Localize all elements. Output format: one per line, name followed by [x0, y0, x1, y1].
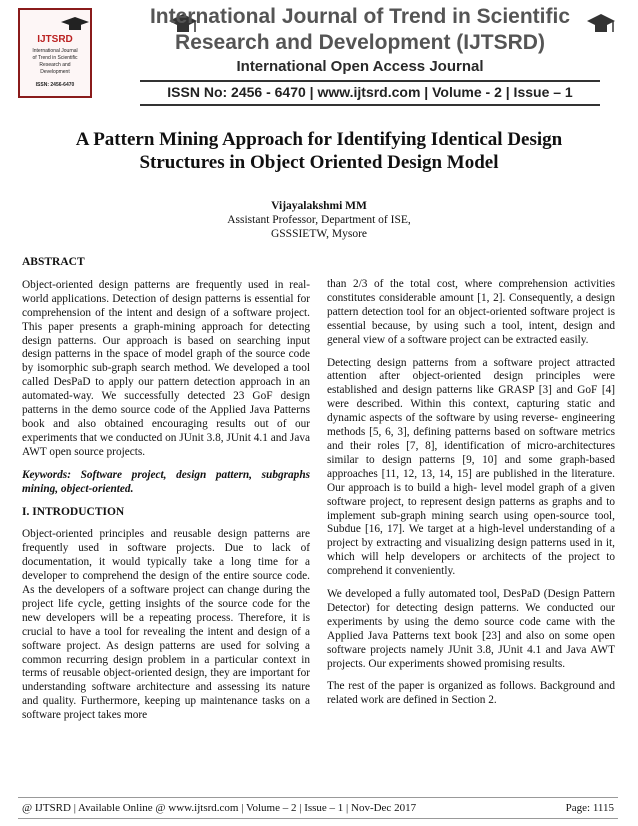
logo-line: International Journal	[32, 48, 78, 54]
issn-bar: ISSN No: 2456 - 6470 | www.ijtsrd.com | Volume - 2 | Issue – 1	[167, 84, 573, 100]
journal-header	[0, 0, 638, 110]
divider	[140, 80, 600, 82]
divider	[140, 104, 600, 106]
abstract-text: Object-oriented design patterns are frequently used in real-world applications. Detection of design patterns is essential for comprehension of the intent and design of a software project. This paper presents a graph-mining approach for detecting design patterns. Our approach is based on searching input design patterns in the space of model graph of the source code by isomorphic sub-graph search method. We developed a tool called DesPaD to apply our pattern detection approach in an automated-way. We successfully detected 23 GoF design patterns in the demo source code of the Applied Java Patterns book and also obtained encouraging results out of our experiments that we conducted on JUnit 3.8, JUnit 4.1 and Java AWT open source projects.	[22, 278, 310, 458]
keywords: Keywords: Software project, design pattern, subgraphs mining, object-oriented.	[22, 468, 310, 495]
graduation-cap-icon	[60, 16, 90, 32]
title-line: A Pattern Mining Approach for Identifying Identical Design	[75, 129, 563, 150]
intro-heading: I. INTRODUCTION	[22, 505, 125, 518]
intro-text: Object-oriented principles and reusable design patterns are frequently used in software projects. Due to lack of documentation, it would typically take a long time for a developer to comprehend the design of the entire source code. As the developers of a software project can change during the project life cycle, getting insights of the source code for the new developers will be a repeating process. Therefore, it is crucial to have a tool for revealing the intent and design of a software project. As design patterns are used for solving a common recurring design problem in a particular context in terms of reusable object-oriented design, they are important for understanding software architecture and assessing its nature and quality. Furthermore, keeping up maintenance tasks on a software project takes more	[22, 528, 310, 722]
logo-abbr: IJTSRD	[37, 34, 73, 45]
paragraph: We developed a fully automated tool, DesPaD (Design Pattern Detector) for detecting design patterns. We conducted our experiments by using the demo source code came with the Applied Java Patterns text book [23] and also on some open software projects namely JUnit 3.8, JUnit 4.1 and Java AWT projects. Our experiments showed promising results.	[327, 588, 615, 670]
journal-subtitle: International Open Access Journal	[236, 58, 484, 75]
author-block	[0, 199, 638, 241]
author-affiliation: GSSSIETW, Mysore	[270, 228, 368, 240]
left-column	[22, 256, 310, 732]
author-name: Vijayalakshmi MM	[271, 200, 367, 212]
logo-line: Development	[40, 69, 70, 75]
paragraph: than 2/3 of the total cost, where comprehension activities constitutes considerable amount [1, 2]. Consequently, a design pattern detection tool for an object-oriented software project is essential because, by using such a tool, intent, design and general view of a software project can be extracted easily.	[327, 278, 615, 346]
logo-line: Research and	[39, 62, 71, 68]
journal-title: International Journal of Trend in Scientific	[149, 5, 571, 28]
paragraph: The rest of the paper is organized as follows. Background and related work are defined in Section 2.	[327, 680, 615, 707]
author-affiliation: Assistant Professor, Department of ISE,	[227, 214, 411, 226]
right-column	[327, 278, 615, 717]
journal-title: Research and Development (IJTSRD)	[175, 31, 545, 54]
journal-logo	[18, 8, 92, 98]
logo-line: of Trend in Scientific	[32, 55, 78, 61]
logo-issn: ISSN: 2456-6470	[35, 82, 75, 88]
paragraph: Detecting design patterns from a software project attracted attention after object-oriented design principles were established and design patterns like GRASP [3] and GoF [4] were described. Within this context, capturing static and dynamic aspects of the software by using reverse- engineering methods [5, 6, 3], defining patterns based on software metrics and their roles [7, 8], identification of micro-architectures similar to design patterns [9, 10] and some graph-based approaches [11, 12, 13, 14, 15] are published in the literature. Our approach is to build a high- level model graph of a given software project, to represent design patterns as graphs and to implement sub-graph mining search using open-source tool, Subdue [16, 17]. We target at a high-level understanding of a project by extracting and visualizing design patterns used in it, which will help developers or architects of the project to comprehend it conveniently.	[327, 356, 615, 578]
page-number: Page: 1115	[565, 802, 614, 814]
title-line: Structures in Object Oriented Design Model	[139, 152, 499, 173]
abstract-heading: ABSTRACT	[22, 256, 85, 268]
page-footer	[18, 797, 618, 819]
footer-info: @ IJTSRD | Available Online @ www.ijtsrd.com | Volume – 2 | Issue – 1 | Nov-Dec 2017	[22, 802, 417, 814]
paper-title	[40, 128, 598, 174]
